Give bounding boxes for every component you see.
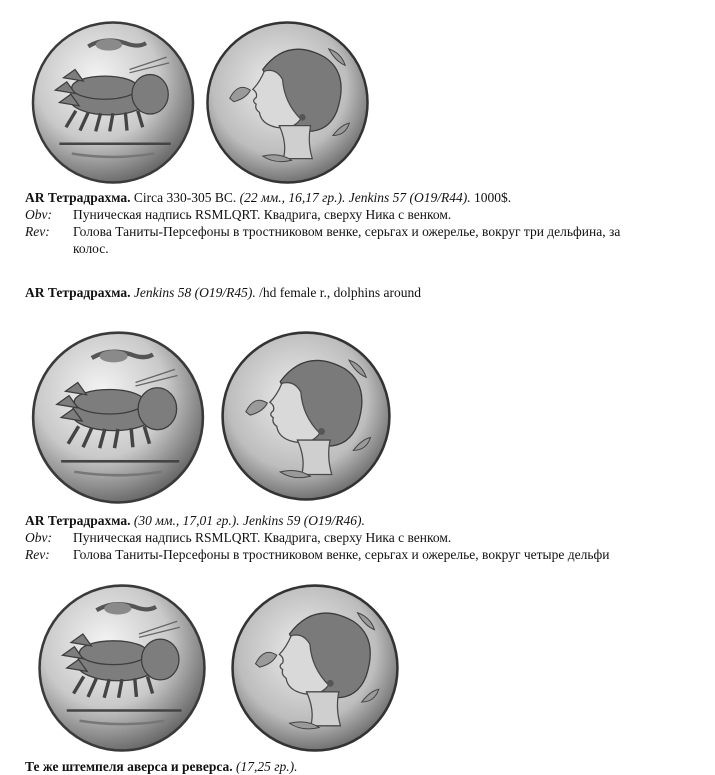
coin-reverse-image-1: [200, 20, 375, 185]
entry-3-title: AR Тетрадрахма.: [25, 513, 131, 528]
entry-1-rev-label: Rev:: [25, 224, 50, 239]
entry-4: [25, 758, 298, 775]
entry-1-rev-text: Голова Таниты-Персефоны в тростниковом венке, серьгах и ожерелье, вокруг три дельфина, за: [73, 224, 621, 239]
entry-1-rev-text-cont: колос.: [73, 241, 109, 256]
entry-1: [25, 189, 620, 257]
entry-1-title: AR Тетрадрахма.: [25, 190, 131, 205]
entry-2-specs: Jenkins 58 (O19/R45).: [133, 285, 256, 300]
coin-obverse-image-2: [24, 330, 212, 505]
entry-3: [25, 512, 609, 563]
entry-3-obv-label: Obv:: [25, 530, 52, 545]
entry-3-rev-label: Rev:: [25, 547, 50, 562]
coin-reverse-image-3: [222, 583, 408, 753]
coin-reverse-image-2: [215, 330, 397, 502]
entry-3-rev-text: Голова Таниты-Персефоны в тростниковом венке, серьгах и ожерелье, вокруг четыре дельфи: [73, 547, 610, 562]
entry-2: [25, 284, 421, 301]
entry-4-specs: (17,25 гр.).: [236, 759, 298, 774]
entry-4-title: Те же штемпеля аверса и реверса.: [25, 759, 233, 774]
entry-1-circa: Circa 330-305 BC.: [133, 190, 237, 205]
entry-1-obv-text: Пуническая надпись RSMLQRT. Квадрига, сверху Ника с венком.: [73, 207, 452, 222]
entry-1-price: 1000$.: [473, 190, 512, 205]
entry-1-obv-label: Obv:: [25, 207, 52, 222]
entry-3-specs: (30 мм., 17,01 гр.). Jenkins 59 (O19/R46).: [133, 513, 365, 528]
entry-3-obv-text: Пуническая надпись RSMLQRT. Квадрига, сверху Ника с венком.: [73, 530, 452, 545]
entry-1-specs: (22 мм., 16,17 гр.). Jenkins 57 (O19/R44).: [239, 190, 471, 205]
coin-obverse-image-1: [28, 20, 198, 185]
coin-obverse-image-3: [28, 583, 216, 753]
entry-2-note: /hd female r., dolphins around: [259, 285, 422, 300]
entry-2-title: AR Тетрадрахма.: [25, 285, 131, 300]
